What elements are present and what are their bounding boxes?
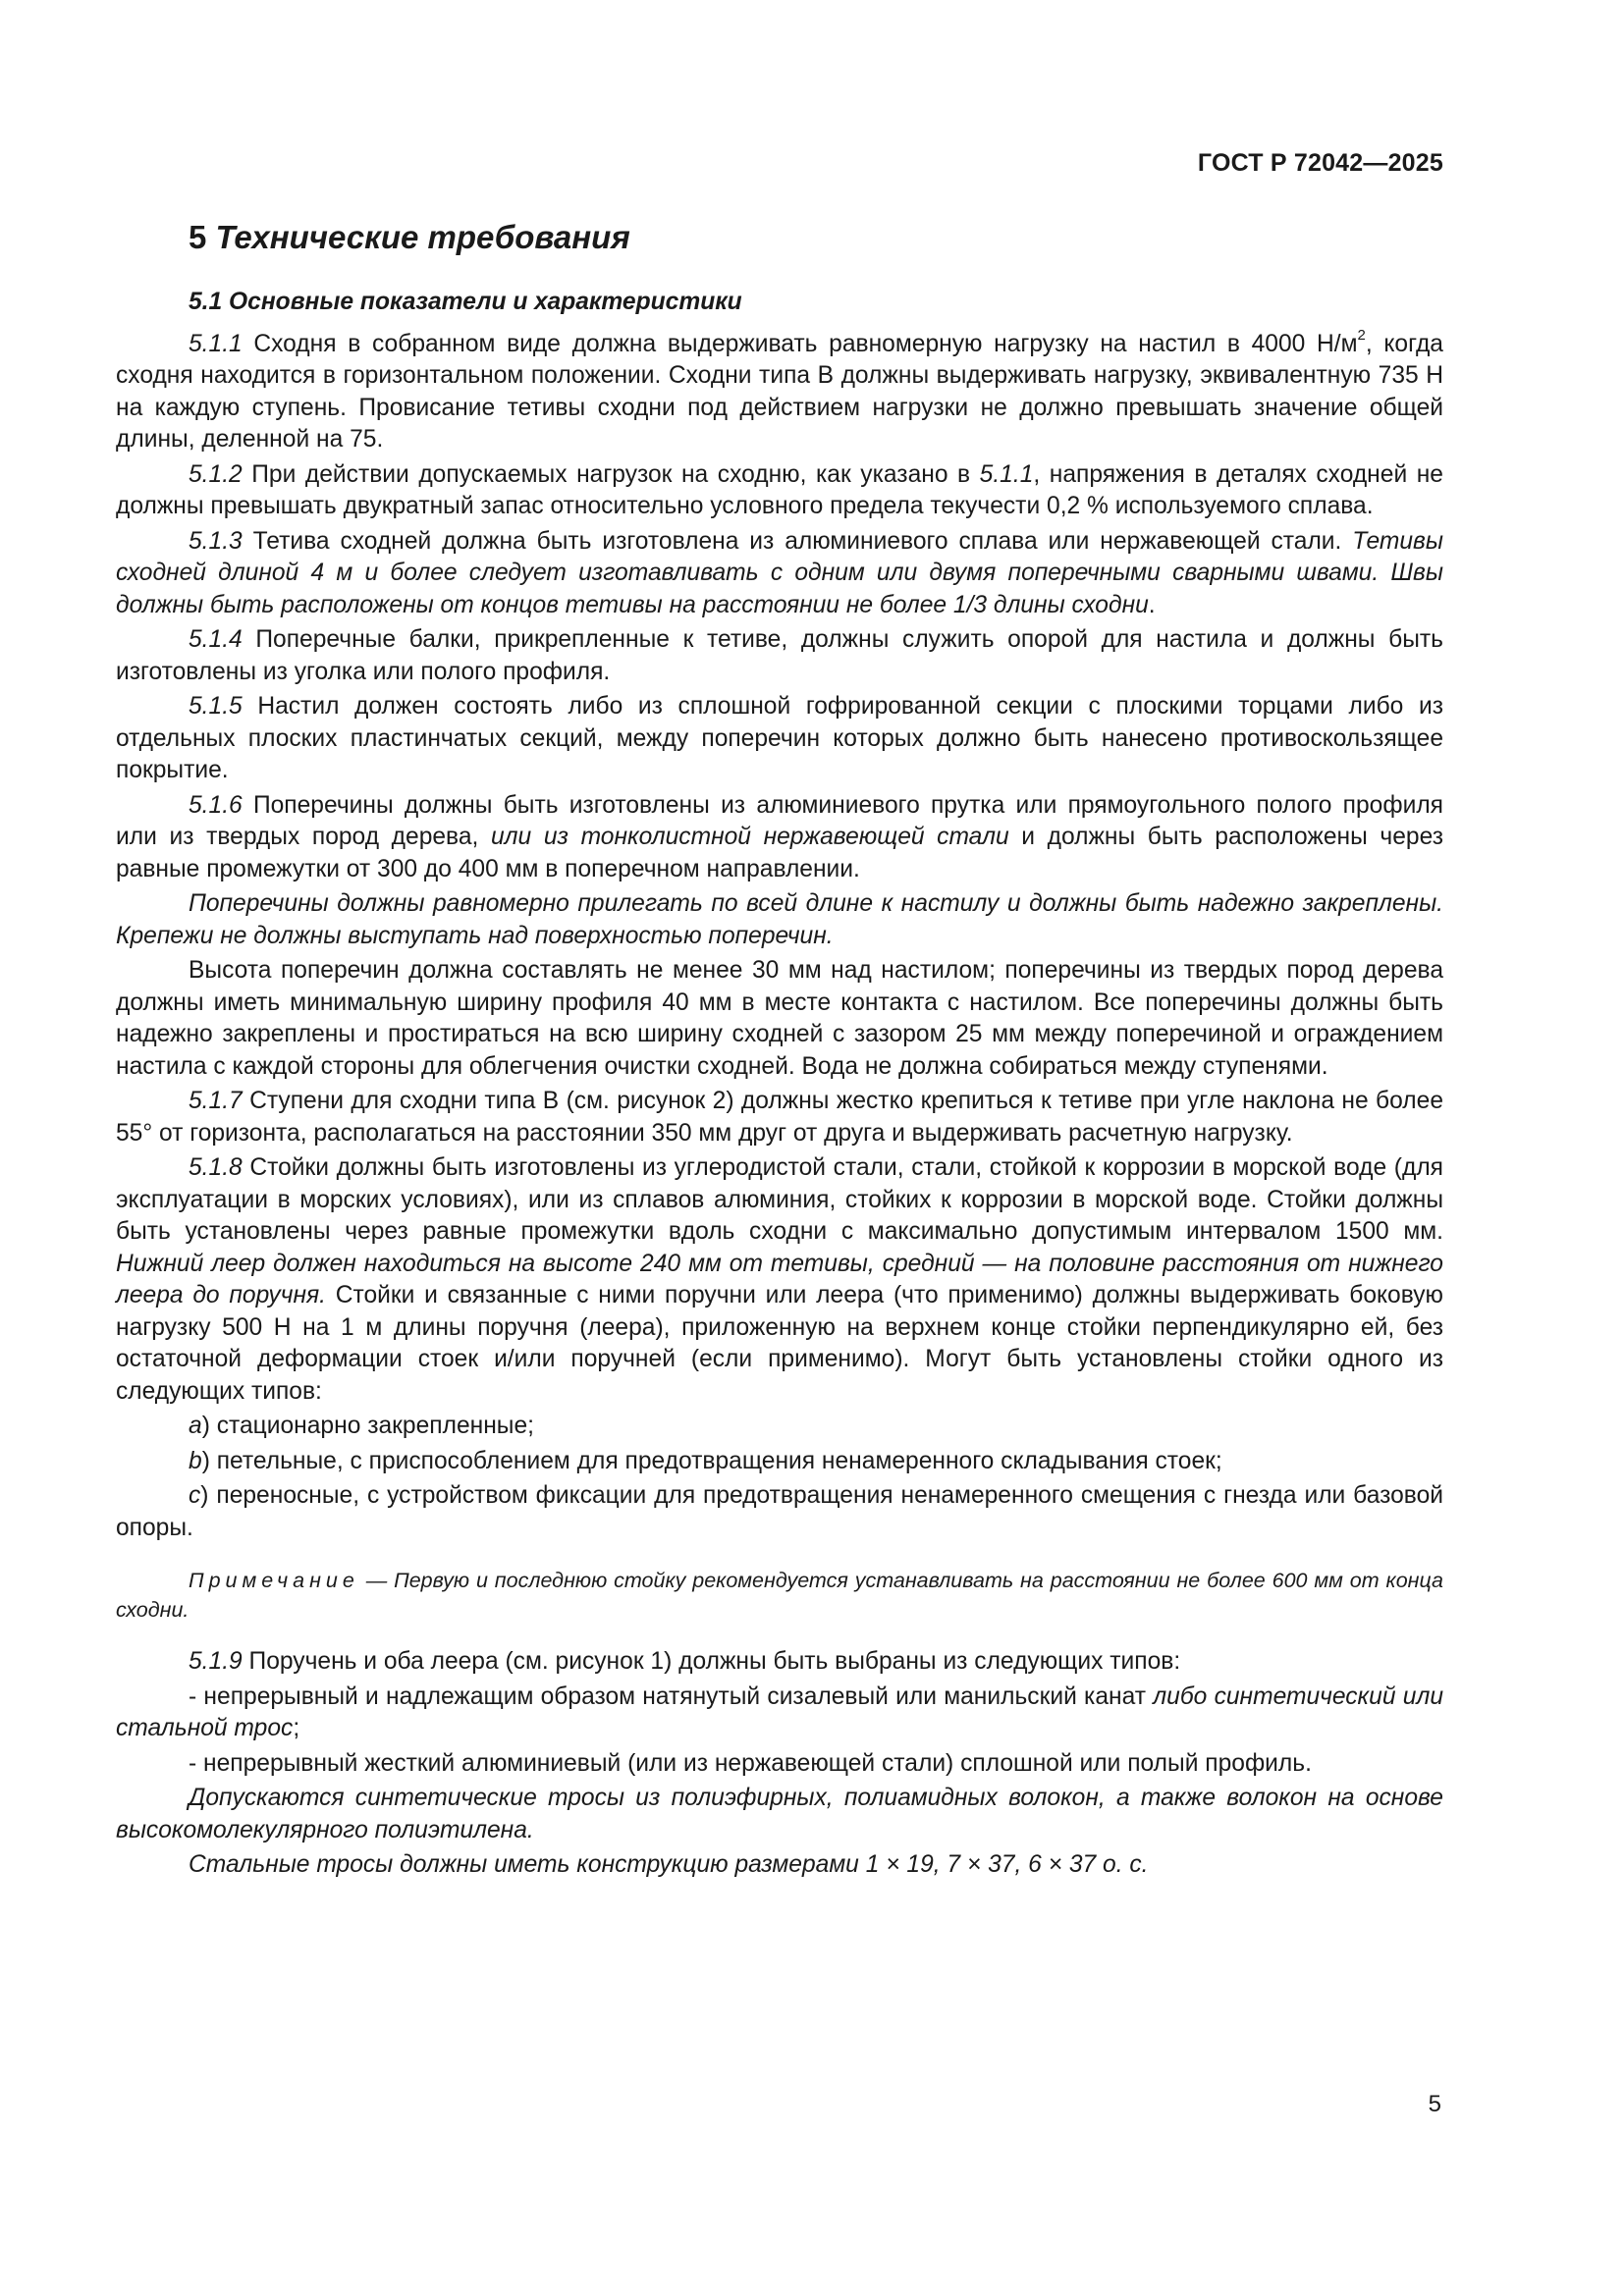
note-text: — Первую и последнюю стойку рекомендуется устанавливать на расстоянии не более 600 мм от конца сходни. [116,1569,1443,1622]
clause-italic-text: либо синтетический или стальной трос [116,1682,1443,1741]
clause-number: 5.1.6 [189,791,243,819]
clause-text: , напряжения в деталях сходней не должны превышать двукратный запас относительно условного предела текучести 0,2 % используемого сплава. [116,460,1443,519]
clause-5-1-8 [116,1152,1443,1408]
subsection-heading: 5.1 Основные показатели и характеристики [189,289,742,315]
paragraph-steel-ropes: Стальные тросы должны иметь конструкцию размерами 1 × 19, 7 × 37, 6 × 37 о. с. [189,1851,1149,1878]
clause-italic-text: или из тонколистной нержавеющей стали [490,824,1009,850]
clause-number: 5.1.1 [189,330,243,357]
section-title: Технические требования [215,219,630,255]
clause-5-1-2 [116,459,1443,523]
standard-designation: ГОСТ Р 72042—2025 [1197,149,1443,177]
superscript: 2 [1357,327,1366,345]
clause-text: При действии допускаемых нагрузок на сходню, как указано в [242,460,980,488]
clause-text: Поперечные балки, прикрепленные к тетиве, должны служить опорой для настила и должны быть изготовлены из уголка или полого профиля. [116,626,1443,685]
clause-text: - непрерывный и надлежащим образом натянутый сизалевый или манильский канат [189,1682,1154,1710]
clause-text: Тетива сходней должна быть изготовлена из алюминиевого сплава или нержавеющей стали. [242,527,1353,555]
list-item [116,1446,1443,1478]
clause-number: 5.1.2 [189,460,243,488]
clause-5-1-5 [116,691,1443,787]
clause-text: и должны быть расположены через равные промежутки от 300 до 400 мм в поперечном направлении. [116,824,1443,882]
clause-text: Ступени для сходни типа В (см. рисунок 2) должны жестко крепиться к тетиве при угле наклона не более 55° от горизонта, располагаться на расстоянии 350 мм друг от друга и выдерживать расчетную нагрузку. [116,1088,1443,1147]
clause-text: Стойки и связанные с ними поручни или леера (что применимо) должны выдерживать боковую нагрузку 500 Н на 1 м длины поручня (леера), приложенную на верхнем конце стойки перпендикулярно ей, без остаточной деформации стоек и/или поручней (если применимо). Могут быть установлены стойки одного из следующих типов: [116,1282,1444,1405]
section-number: 5 [189,219,207,255]
clause-text: Поперечины должны быть изготовлены из алюминиевого прутка или прямоугольного полого профиля или из твердых пород дерева, [116,791,1443,850]
list-marker: c [189,1482,201,1509]
list-item [116,1480,1443,1544]
clause-5-1-1 [116,329,1443,456]
clause-number: 5.1.3 [189,527,243,555]
clause-number: 5.1.9 [189,1648,243,1675]
clause-text: Настил должен состоять либо из сплошной гофрированной секции с плоскими торцами либо из отдельных плоских пластинчатых секций, между поперечин которых должно быть нанесено противоскользящее покрытие. [116,693,1443,783]
list-marker: b [189,1447,202,1474]
clause-italic-text: Тетивы сходней длиной 4 м и более следует изготавливать с одним или двумя поперечными сварными швами. Швы должны быть расположены от концов тетивы на расстоянии не более 1/3 длины сходни [116,527,1443,618]
note-label: Примечание [189,1569,359,1592]
dash-item-rope [116,1682,1443,1745]
section-heading [189,218,1443,257]
clause-italic-text: Нижний леер должен находиться на высоте 240 мм от тетивы, средний — на половине расстояния от нижнего леера до поручня. [116,1250,1443,1308]
page-content [116,218,1443,1885]
list-text: ) петельные, с приспособлением для предотвращения ненамеренного складывания стоек; [201,1447,1222,1474]
list-marker: a [189,1413,202,1439]
clause-text: Поручень и оба леера (см. рисунок 1) должны быть выбраны из следующих типов: [242,1648,1181,1675]
clause-5-1-9 [116,1646,1443,1679]
list-text: ) стационарно закрепленные; [201,1413,534,1439]
clause-5-1-3 [116,526,1443,622]
page-number: 5 [1428,2091,1441,2117]
clause-5-1-6 [116,790,1443,886]
clause-reference: 5.1.1 [979,460,1034,488]
clause-5-1-4 [116,624,1443,688]
paragraph-crossbars-height: Высота поперечин должна составлять не менее 30 мм над настилом; поперечины из твердых пород дерева должны иметь минимальную ширину профиля 40 мм в месте контакта с настилом. Все поперечины должны быть надежно закреплены и простираться на всю ширину сходней с зазором 25 мм между поперечиной и ограждением настила с каждой стороны для облегчения очистки сходней. Вода не должна собираться между ступенями. [116,957,1443,1080]
clause-text: . [1148,591,1156,618]
list-text: ) переносные, с устройством фиксации для предотвращения ненамеренного смещения с гнезда или базовой опоры. [116,1482,1443,1541]
clause-number: 5.1.8 [189,1154,243,1181]
clause-number: 5.1.4 [189,626,243,653]
list-item [116,1411,1443,1443]
note [116,1566,1443,1625]
clause-text: ; [293,1715,300,1741]
clause-text: , когда сходня находится в горизонтальном положении. Сходни типа В должны выдерживать нагрузку, эквивалентную 735 Н на каждую ступень. Провисание тетивы сходни под действием нагрузки не должно превышать значение общей длины, деленной на 75. [116,330,1443,453]
clause-text: Стойки должны быть изготовлены из углеродистой стали, стали, стойкой к коррозии в морской воде (для эксплуатации в морских условиях), или из сплавов алюминия, стойких к коррозии в морской воде. Стойки должны быть установлены через равные промежутки вдоль сходни с максимально допустимым интервалом 1500 мм. [116,1154,1443,1245]
clause-text: Сходня в собранном виде должна выдерживать равномерную нагрузку на настил в 4000 Н/м [242,330,1358,357]
dash-item-profile: - непрерывный жесткий алюминиевый (или из нержавеющей стали) сплошной или полый профиль. [189,1749,1312,1777]
paragraph-synthetic-ropes: Допускаются синтетические тросы из полиэфирных, полиамидных волокон, а также волокон на основе высокомолекулярного полиэтилена. [116,1785,1443,1843]
clause-number: 5.1.5 [189,693,243,720]
clause-number: 5.1.7 [189,1088,243,1114]
paragraph-crossbars-fixing: Поперечины должны равномерно прилегать по всей длине к настилу и должны быть надежно закреплены. Крепежи не должны выступать над поверхностью поперечин. [116,890,1443,949]
clause-5-1-7 [116,1086,1443,1149]
